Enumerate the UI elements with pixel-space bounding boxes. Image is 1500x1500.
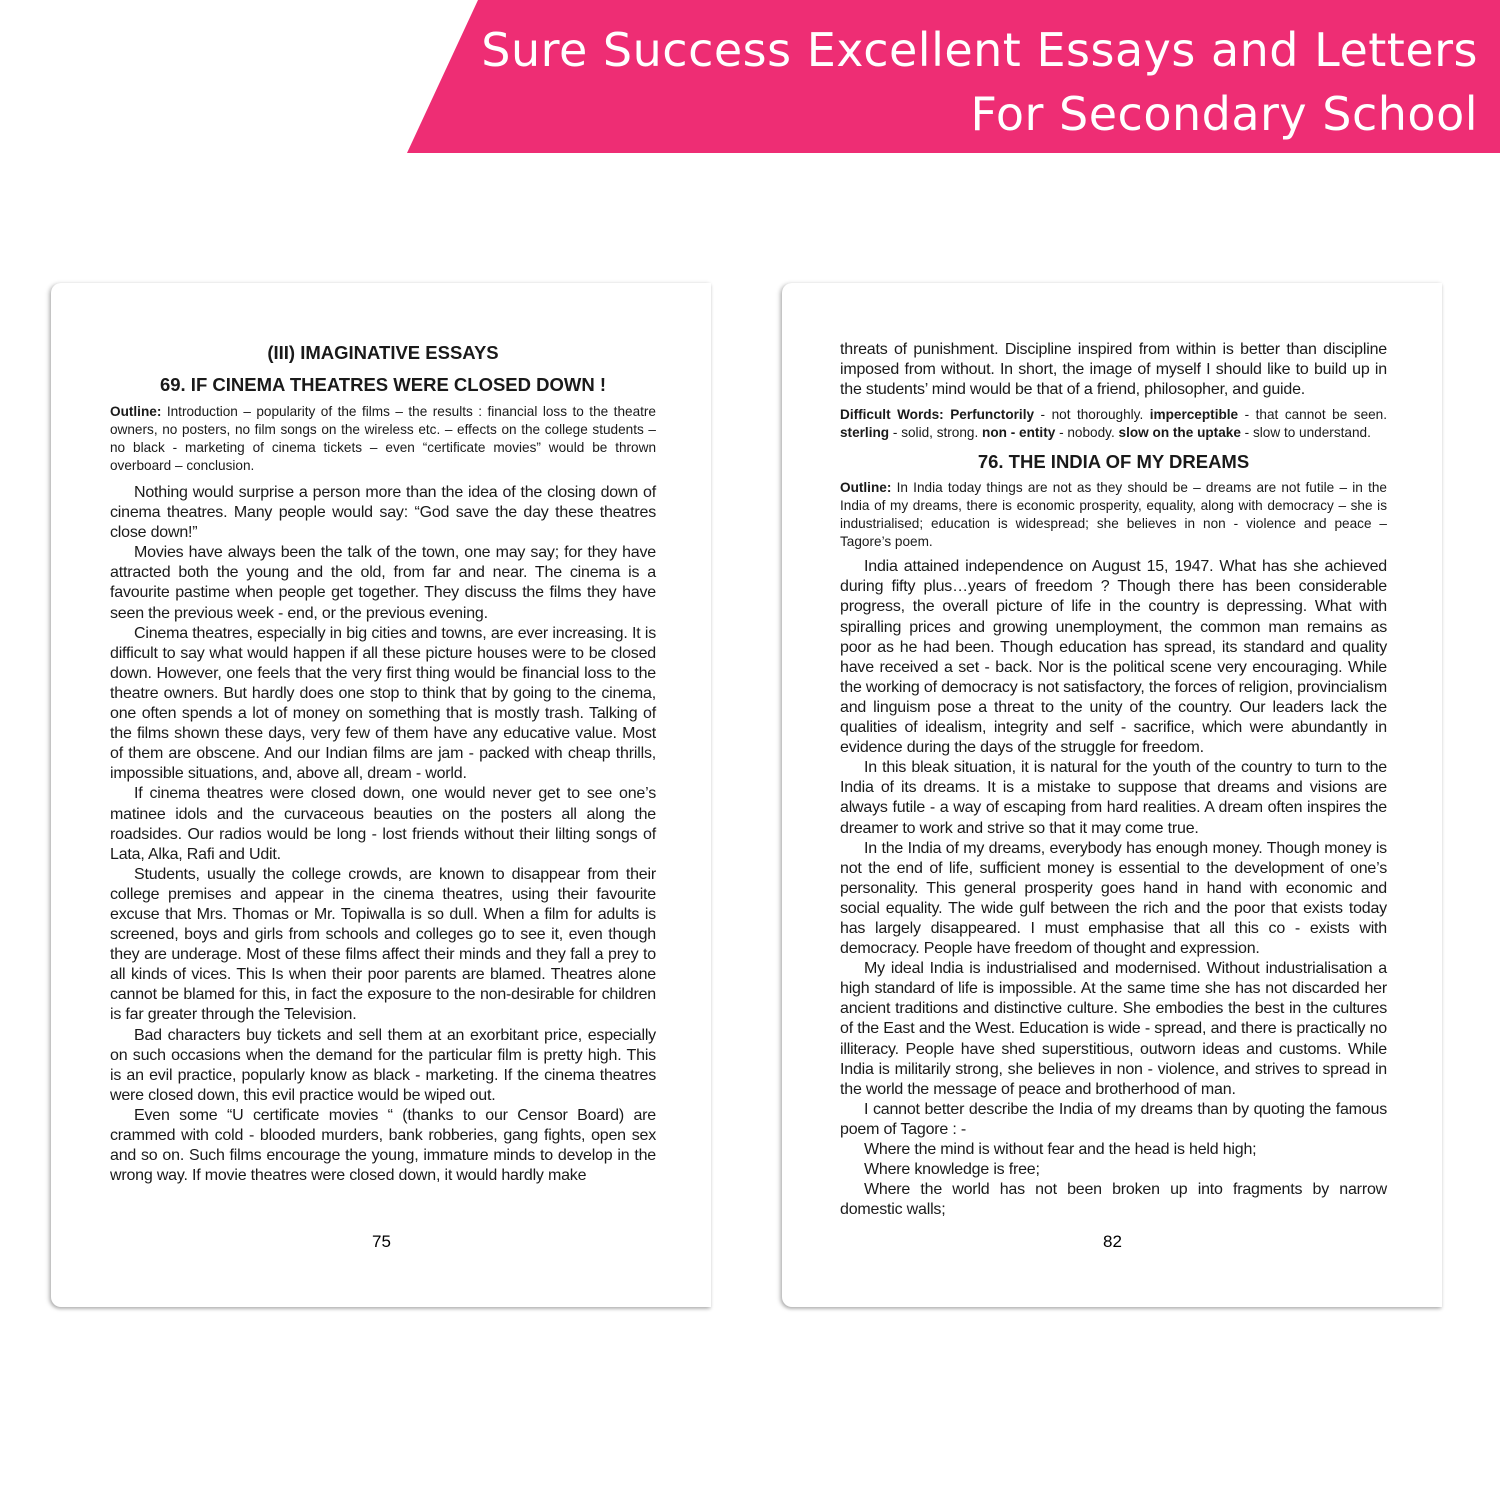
outline-text: Introduction – popularity of the films – the results : financial loss to the theatre owners, no posters, no film songs on the wireless etc. – effects on the college students – no black - marketing of cinema tickets – even “certificate movies” would be thrown overboard – conclusion.: [110, 404, 656, 473]
title-banner: [0, 0, 1500, 153]
essay-outline: [840, 479, 1387, 551]
vocab-word: imperceptible: [1149, 407, 1239, 423]
paragraph: In this bleak situation, it is natural for the youth of the country to turn to the India of its dreams. It is a mistake to suppose that dreams and visions are always futile - a way of escaping from hard realities. A dream often inspires the dreamer to work and strive so that it may come true.: [840, 759, 1387, 837]
vocab-word: Perfunctorily: [950, 407, 1035, 423]
essay-body: [840, 557, 1387, 1220]
vocab-definition: - nobody.: [1055, 425, 1119, 441]
vocab-word: slow on the uptake: [1118, 425, 1241, 441]
paragraph: Nothing would surprise a person more than the idea of the closing down of cinema theatres. Many people would say: “God save the day these theatres close down!”: [110, 484, 656, 542]
left-book-page: [51, 283, 711, 1307]
essay-title: 76. THE INDIA OF MY DREAMS: [977, 451, 1250, 473]
essay-outline: [110, 403, 656, 475]
poem-line: Where the world has not been broken up into fragments by narrow domestic walls;: [840, 1181, 1387, 1219]
paragraph: Movies have always been the talk of the town, one may say; for they have attracted both the young and the old, from far and near. The cinema is a favourite pastime when people get together. They discuss the films they have seen the previous week - end, or the previous evening.: [110, 544, 656, 622]
right-page-text: [840, 340, 1387, 1220]
banner-title-line-2: For Secondary School: [970, 87, 1478, 141]
page-number: 75: [372, 1232, 391, 1251]
outline-label: Outline:: [110, 404, 162, 419]
paragraph: Even some “U certificate movies “ (thanks to our Censor Board) are crammed with cold - blooded murders, bank robberies, gang fights, open sex and so on. Such films encourage the young, immature minds to develop in the wrong way. If movie theatres were closed down, it would hardly make: [110, 1106, 656, 1185]
right-book-page: [782, 283, 1442, 1307]
difficult-words: [840, 406, 1387, 442]
vocab-definition: - that cannot be seen.: [1238, 407, 1388, 423]
poem-line: Where knowledge is free;: [864, 1161, 1040, 1179]
paragraph: India attained independence on August 15, 1947. What has she achieved during fifty plus…years of freedom ? Though there has been considerable progress, the overall picture of life in the country is depressing. What with spiralling prices and growing unemployment, the common man remains as poor as he had been. Though education has spread, its standard and quality have received a set - back. Nor is the political scene very encouraging. While the working of democracy is not satisfactory, the forces of religion, provincialism and linguism pose a threat to the unity of the country. Our leaders lack the qualities of idealism, integrity and self - sacrifice, which were abundantly in evidence during the days of the struggle for freedom.: [840, 558, 1387, 757]
page-number: 82: [1103, 1232, 1122, 1251]
section-title: (III) IMAGINATIVE ESSAYS: [267, 342, 499, 363]
paragraph: Bad characters buy tickets and sell them at an exorbitant price, especially on such occasions when the demand for the particular film is pretty high. This is an evil practice, popularly know as black - marketing. If the cinema theatres were closed down, this evil practice would be wiped out.: [110, 1026, 656, 1104]
difficult-words-label: Difficult Words:: [840, 407, 944, 423]
paragraph: I cannot better describe the India of my dreams than by quoting the famous poem of Tagore : -: [840, 1100, 1387, 1138]
vocab-definition: - solid, strong.: [889, 425, 983, 441]
paragraph: Students, usually the college crowds, are known to disappear from their college premises and appear in the cinema theatres, using their favourite excuse that Mrs. Thomas or Mr. Topiwalla is so dull. When a film for adults is screened, boys and girls from schools and colleges go to see it, even though they are underage. Most of these films affect their minds and they fall a prey to all kinds of vices. This Is when their poor parents are blamed. Theatres alone cannot be blamed for this, in fact the exposure to the non-desirable for children is far greater through the Television.: [110, 865, 656, 1024]
vocab-word: sterling: [840, 425, 890, 441]
paragraph: Cinema theatres, especially in big cities and towns, are ever increasing. It is difficult to say what would happen if all these picture houses were to be closed down. However, one feels that the very first thing would be financial loss to the theatre owners. But hardly does one stop to think that by going to the cinema, one often spends a lot of money on something that is mostly trash. Talking of the films shown these days, very few of them have any educative value. Most of them are obscene. And our Indian films are jam - packed with cheap thrills, impossible situations, and, above all, dream - world.: [110, 624, 656, 783]
outline-text: In India today things are not as they should be – dreams are not futile – in the India of my dreams, there is economic prosperity, equality, along with democracy – she is industrialised; education is widespread; she believes in non - violence and peace – Tagore’s poem.: [840, 480, 1387, 550]
paragraph: In the India of my dreams, everybody has enough money. Though money is not the end of life, sufficient money is essential to the development of one’s personality. This general prosperity goes hand in hand with economic and social equality. The wide gulf between the rich and the poor that exists today has largely disappeared. I must emphasise that all this co - exists with democracy. People have freedom of thought and expression.: [840, 839, 1387, 958]
vocab-definition: - not thoroughly.: [1034, 407, 1150, 423]
essay-body: [110, 483, 656, 1186]
paragraph: My ideal India is industrialised and modernised. Without industrialisation a high standard of life is impossible. At the same time she has not discarded her ancient traditions and distinctive culture. She embodies the best in the cultures of the East and the West. Education is wide - spread, and there is practically no illiteracy. People have shed superstitious, outworn ideas and customs. While India is militarily strong, she believes in non - violence, and strives to spread in the world the message of peace and brotherhood of man.: [840, 960, 1387, 1098]
banner-title-line-1: Sure Success Excellent Essays and Letters: [481, 23, 1478, 77]
poem-line: Where the mind is without fear and the head is held high;: [864, 1141, 1257, 1158]
essay-title: 69. IF CINEMA THEATRES WERE CLOSED DOWN !: [159, 374, 607, 395]
vocab-word: non - entity: [982, 425, 1056, 441]
banner-title: [481, 18, 1478, 146]
outline-label: Outline:: [840, 480, 892, 496]
vocab-definition: - slow to understand.: [1240, 425, 1371, 441]
paragraph: If cinema theatres were closed down, one would never get to see one’s matinee idols and the curvaceous beauties on the posters all along the roadsides. Our radios would be long - lost friends without their lilting songs of Lata, Alka, Rafi and Udit.: [110, 785, 656, 863]
continued-paragraph: threats of punishment. Discipline inspired from within is better than discipline imposed from without. In short, the image of myself I should like to build up in the students’ mind would be that of a friend, philosopher, and guide.: [840, 341, 1387, 399]
